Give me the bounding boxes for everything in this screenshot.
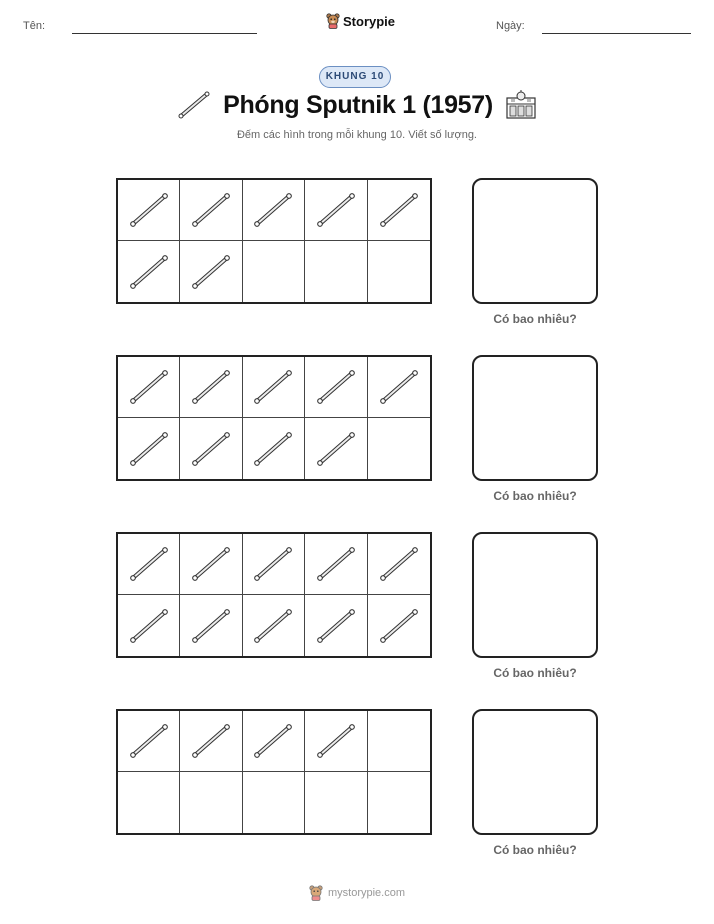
antenna-rod-icon <box>127 721 171 761</box>
frame-cell <box>118 711 180 772</box>
frame-cell <box>368 595 430 656</box>
antenna-rod-icon <box>127 429 171 469</box>
answer-box-4[interactable] <box>472 709 598 835</box>
ten-frame-4 <box>116 709 432 835</box>
antenna-rod-icon <box>189 606 233 646</box>
question-label-1: Có bao nhiêu? <box>493 312 577 326</box>
frame-cell <box>243 534 305 595</box>
frame-cell <box>243 418 305 479</box>
answer-box-3[interactable] <box>472 532 598 658</box>
antenna-rod-icon <box>127 367 171 407</box>
ten-frame-1 <box>116 178 432 304</box>
frame-cell <box>118 534 180 595</box>
antenna-rod-icon <box>377 190 421 230</box>
frame-cell <box>180 418 242 479</box>
answer-box-1[interactable] <box>472 178 598 304</box>
frame-cell <box>305 241 367 302</box>
antenna-rod-icon <box>127 190 171 230</box>
instructions: Đếm các hình trong mỗi khung 10. Viết số lượng. <box>236 129 477 141</box>
frame-cell <box>305 357 367 418</box>
frame-cell <box>180 711 242 772</box>
frame-cell <box>305 595 367 656</box>
antenna-rod-icon <box>314 190 358 230</box>
footer-site: mystorypie.com <box>327 887 406 899</box>
antenna-rod-icon <box>377 544 421 584</box>
frame-cell <box>368 418 430 479</box>
frame-cell <box>118 418 180 479</box>
frame-cell <box>118 595 180 656</box>
antenna-rod-icon <box>251 429 295 469</box>
antenna-rod-icon <box>314 367 358 407</box>
frame-cell <box>243 711 305 772</box>
frame-cell <box>368 357 430 418</box>
ten-frame-3 <box>116 532 432 658</box>
frame-cell <box>118 180 180 241</box>
frame-cell <box>305 711 367 772</box>
frame-cell <box>305 418 367 479</box>
antenna-rod-icon <box>127 544 171 584</box>
antenna-rod-icon <box>251 367 295 407</box>
antenna-rod-icon <box>314 429 358 469</box>
frame-cell <box>368 711 430 772</box>
frame-cell <box>305 772 367 833</box>
frame-badge: KHUNG 10 <box>319 66 391 88</box>
date-line[interactable] <box>542 33 691 34</box>
frame-cell <box>368 534 430 595</box>
antenna-rod-icon <box>127 606 171 646</box>
antenna-rod-icon <box>377 606 421 646</box>
frame-cell <box>243 241 305 302</box>
frame-cell <box>243 180 305 241</box>
antenna-rod-icon <box>251 190 295 230</box>
antenna-rod-icon <box>177 90 211 120</box>
frame-cell <box>368 772 430 833</box>
question-label-4: Có bao nhiêu? <box>493 843 577 857</box>
antenna-rod-icon <box>189 721 233 761</box>
name-label: Tên: <box>23 20 46 32</box>
frame-cell <box>305 534 367 595</box>
antenna-rod-icon <box>189 252 233 292</box>
antenna-rod-icon <box>251 721 295 761</box>
question-label-3: Có bao nhiêu? <box>493 666 577 680</box>
satellite-lab-icon <box>505 90 537 120</box>
question-label-2: Có bao nhiêu? <box>493 489 577 503</box>
name-line[interactable] <box>72 33 257 34</box>
frame-cell <box>180 534 242 595</box>
brand-logo <box>326 13 395 29</box>
antenna-rod-icon <box>189 367 233 407</box>
antenna-rod-icon <box>377 367 421 407</box>
frame-cell <box>118 241 180 302</box>
ten-frame-2 <box>116 355 432 481</box>
antenna-rod-icon <box>189 429 233 469</box>
frame-cell <box>118 357 180 418</box>
frame-cell <box>368 180 430 241</box>
bear-mascot-icon <box>309 885 323 901</box>
antenna-rod-icon <box>314 721 358 761</box>
frame-cell <box>305 180 367 241</box>
frame-cell <box>243 772 305 833</box>
page-title: Phóng Sputnik 1 (1957) <box>223 90 493 119</box>
antenna-rod-icon <box>251 606 295 646</box>
antenna-rod-icon <box>251 544 295 584</box>
footer <box>0 885 714 901</box>
frame-cell <box>118 772 180 833</box>
antenna-rod-icon <box>189 544 233 584</box>
frame-cell <box>243 595 305 656</box>
antenna-rod-icon <box>189 190 233 230</box>
bear-mascot-icon <box>326 13 340 29</box>
date-label: Ngày: <box>496 20 525 32</box>
brand-name: Storypie <box>343 13 396 29</box>
frame-cell <box>368 241 430 302</box>
antenna-rod-icon <box>127 252 171 292</box>
frame-cell <box>180 772 242 833</box>
frame-cell <box>243 357 305 418</box>
antenna-rod-icon <box>314 606 358 646</box>
frame-cell <box>180 241 242 302</box>
frame-cell <box>180 357 242 418</box>
answer-box-2[interactable] <box>472 355 598 481</box>
frame-cell <box>180 595 242 656</box>
antenna-rod-icon <box>314 544 358 584</box>
title-row <box>0 90 714 120</box>
frame-cell <box>180 180 242 241</box>
